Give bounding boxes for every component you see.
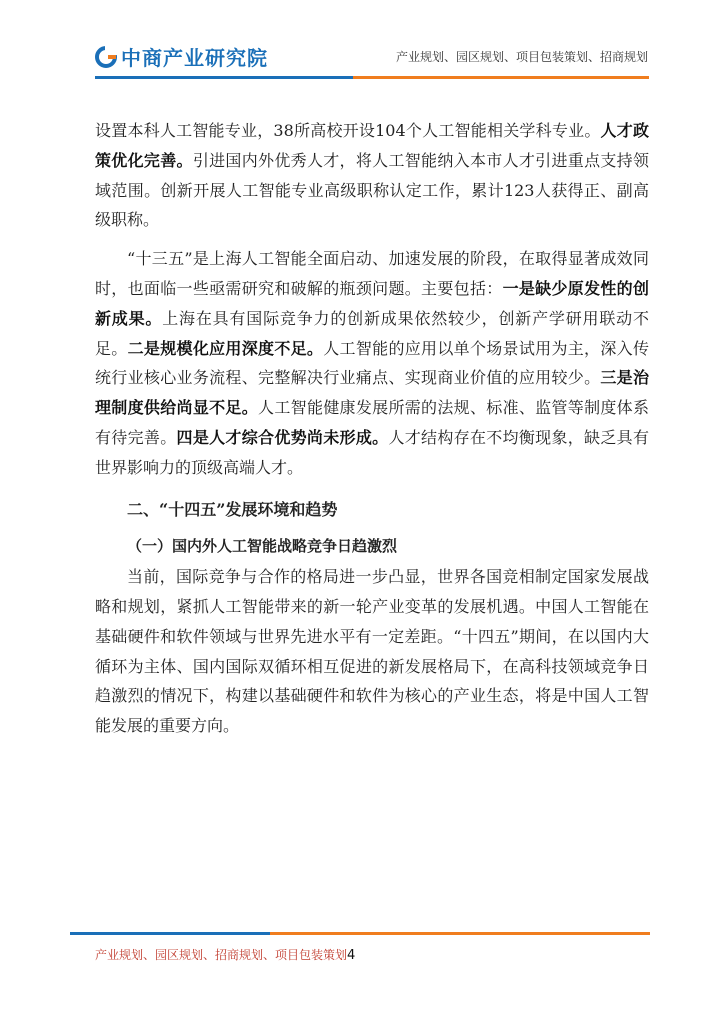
footer	[95, 946, 355, 963]
page-number: 4	[347, 948, 356, 963]
paragraph-challenges	[95, 244, 649, 482]
text-run: 人工智能健康发展所需的法规、标准、监管等制度体系有待完善。	[95, 398, 649, 447]
text-run: 引进国内外优秀人才，将人工智能纳入本市人才引进重点支持领域范围。创新开展人工智能专业高级职称认定工作，累计123人获得正、副高级职称。	[95, 150, 649, 230]
document-body	[95, 116, 649, 741]
paragraph-talent	[95, 116, 649, 235]
text-run: “十三五”是上海人工智能全面启动、加速发展的阶段，在取得显著成效同时，也面临一些亟需研究和破解的瓶颈问题。主要包括：	[95, 249, 649, 298]
logo-text: 中商产业研究院	[121, 46, 268, 70]
footer-divider-blue	[70, 932, 270, 935]
text-run: 人工智能的应用以单个场景试用为主，深入传统行业核心业务流程、完整解决行业痛点、实现商业价值的应用较少。	[95, 338, 649, 388]
bold-run: 四是人才综合优势尚未形成。	[176, 427, 389, 447]
text-run: 设置本科人工智能专业，38所高校开设104个人工智能相关学科专业。	[95, 121, 601, 140]
header-divider-orange	[353, 76, 649, 79]
logo-icon	[95, 46, 117, 68]
footer-text: 产业规划、园区规划、招商规划、项目包装策划	[95, 948, 348, 962]
bold-run: 一是缺少原发性的创新成果。	[95, 278, 649, 328]
text-run: 人才结构存在不均衡现象，缺乏具有世界影响力的顶级高端人才。	[95, 427, 649, 477]
text-run: 上海在具有国际竞争力的创新成果依然较少，创新产学研用联动不足。	[95, 308, 649, 358]
company-logo	[95, 42, 268, 71]
paragraph-competition: 当前，国际竞争与合作的格局进一步凸显，世界各国竞相制定国家发展战略和规划，紧抓人工智能带来的新一轮产业变革的发展机遇。中国人工智能在基础硬件和软件领域与世界先进水平有一定差距。“十四五”期间，在以国内大循环为主体、国内国际双循环相互促进的新发展格局下，在高科技领域竞争日趋激烈的情况下，构建以基础硬件和软件为核心的产业生态，将是中国人工智能发展的重要方向。	[95, 567, 649, 736]
header-divider-blue	[95, 76, 353, 79]
footer-divider-orange	[270, 932, 650, 935]
section-heading: 二、“十四五”发展环境和趋势	[127, 499, 338, 519]
header-tagline: 产业规划、园区规划、项目包装策划、招商规划	[395, 50, 648, 64]
subsection-heading: （一）国内外人工智能战略竞争日趋激烈	[127, 537, 398, 556]
bold-run: 二是规模化应用深度不足。	[127, 338, 324, 358]
bold-run: 人才政策优化完善。	[95, 121, 649, 170]
bold-run: 三是治理制度供给尚显不足。	[95, 368, 649, 418]
